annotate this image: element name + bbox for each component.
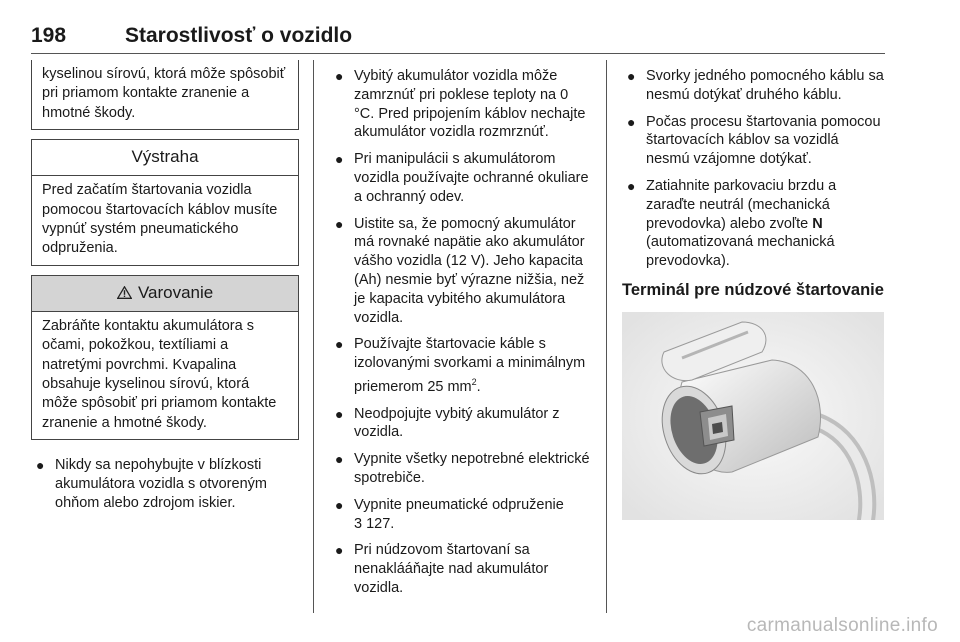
caution-box <box>31 139 299 266</box>
jump-start-terminal-illustration <box>622 312 884 520</box>
warning-triangle-icon <box>117 285 136 302</box>
list-item: ● Neodpojujte vybitý akumulátor z vozidla. <box>335 405 560 441</box>
column-divider <box>313 60 314 613</box>
list-item: ● Vypnite pneumatické odpruženie 3 127. <box>335 496 564 532</box>
list-item: ● Svorky jedného pomocného káblu sa nesmú dotýkať druhého káblu. <box>627 68 884 103</box>
section-heading: Terminál pre núdzové štartovanie <box>622 280 884 299</box>
list-item: ● Pri núdzovom štartovaní sa nenaklááňajte nad akumulátor vozidla. <box>335 542 549 596</box>
list-item: ● Nikdy sa nepohybujte v blízkosti akumulátora vozidla s otvoreným ohňom alebo zdrojom iskier. <box>36 457 267 511</box>
list-item: ● Zatiahnite parkovaciu brzdu a zaraďte neutrál (mechanická prevodovka) alebo zvoľte N (automatizovaná mechanická prevodovka). <box>627 177 837 270</box>
warning-box-continued <box>31 60 299 130</box>
page-reference-link[interactable]: 3 127. <box>354 515 395 532</box>
bullet-list <box>31 456 299 512</box>
list-item: ● Počas procesu štartovania pomocou štartovacích káblov sa vozidlá nesmú vzájomne dotýkať. <box>627 113 881 168</box>
column-left <box>31 60 299 521</box>
bullet-list <box>330 67 592 598</box>
column-right <box>622 60 886 520</box>
warning-heading <box>32 276 298 312</box>
bullet-list <box>622 67 886 271</box>
warning-box <box>31 275 299 440</box>
list-item: ● Uistite sa, že pomocný akumulátor má rovnaké napätie ako akumulátor vášho vozidla (12 V). Jeho kapacita (Ah) nesmie byť výrazne nižšia, než je kapacita vybitého akumulátora vozidla. <box>335 215 585 326</box>
caution-heading: Výstraha <box>32 140 298 176</box>
list-item: ● Používajte štartovacie káble s izolovanými svorkami a minimálnym priemerom 25 $mm^2$. <box>335 336 586 395</box>
page-number: 198 <box>31 24 67 47</box>
list-item: ● Pri manipulácii s akumulátorom vozidla používajte ochranné okuliare a ochranný odev. <box>335 151 589 205</box>
list-item: ● Vybitý akumulátor vozidla môže zamrznúť pri poklese teploty na 0 °C. Pred pripojením káblov nechajte akumulátor vozidla rozmrznúť. <box>335 68 586 141</box>
list-item: ● Vypnite všetky nepotrebné elektrické spotrebiče. <box>335 451 590 486</box>
header-rule <box>31 53 885 54</box>
warning-text: Zabráňte kontaktu akumulátora s očami, pokožkou, textíliami a natretými povrchmi. Kvapalina obsahuje kyselinou sírovú, ktorá môže spôsobiť pri priamom kontakte zranenie a hmotné škody. <box>42 317 277 431</box>
warning-box-continued-text: kyselinou sírovú, ktorá môže spôsobiť pri priamom kontakte zranenie a hmotné škody. <box>42 66 286 121</box>
caution-text: Pred začatím štartovania vozidla pomocou štartovacích káblov musíte vypnúť systém pneumatického odpruženia. <box>42 182 278 257</box>
watermark: carmanualsonline.info <box>746 615 938 636</box>
page-header <box>31 18 885 58</box>
warning-heading-label: Varovanie <box>137 282 214 302</box>
column-middle <box>330 60 592 606</box>
page-title: Starostlivosť o vozidlo <box>125 24 353 47</box>
reference-arrow-icon: 3 <box>354 515 363 532</box>
column-divider <box>606 60 607 613</box>
